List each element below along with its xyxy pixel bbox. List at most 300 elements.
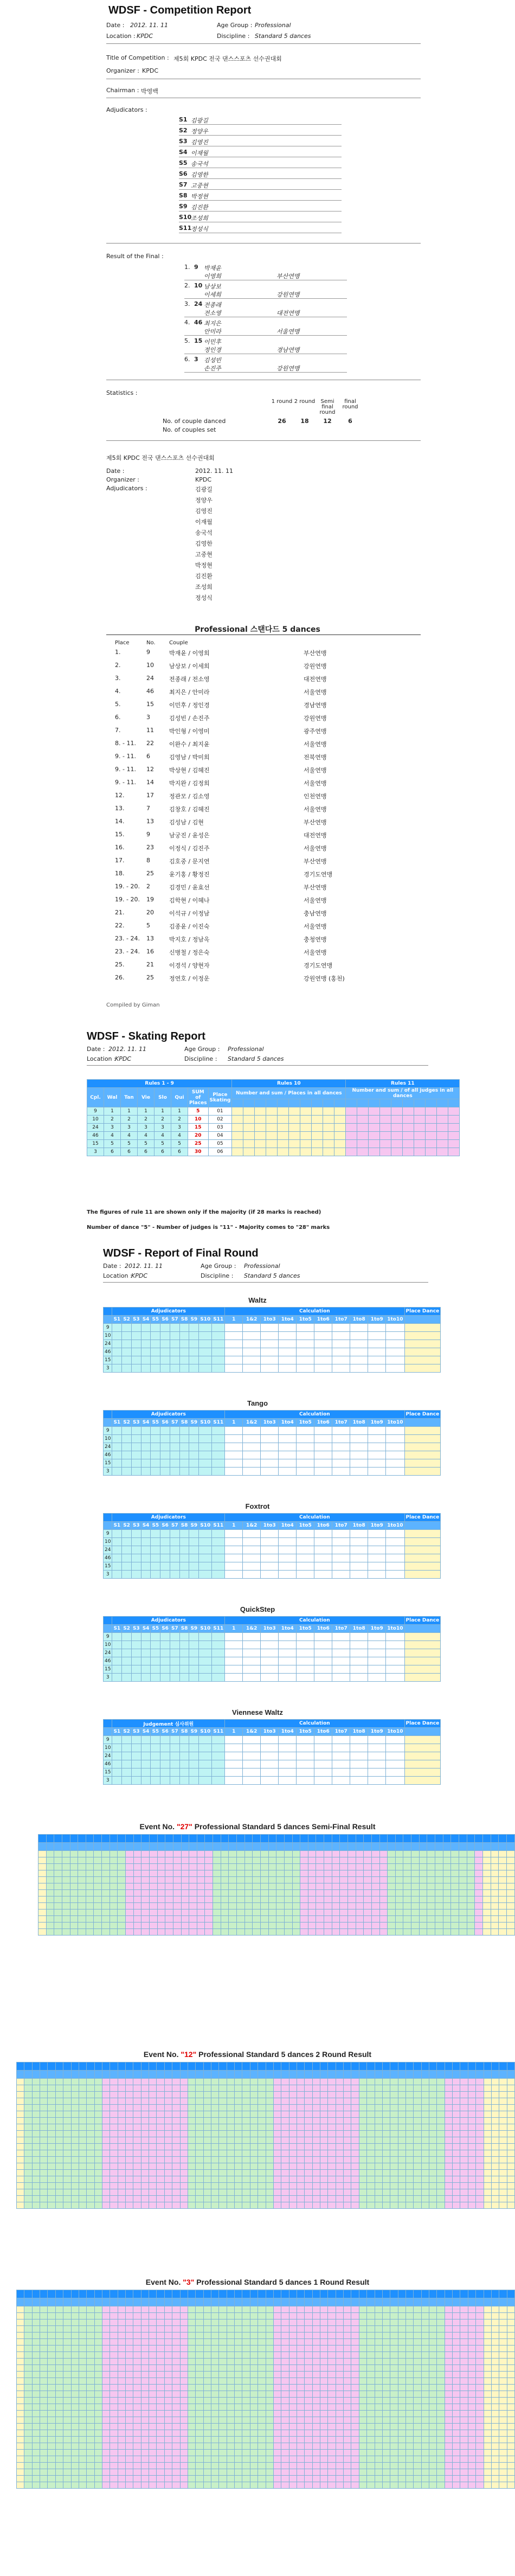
judge-head: S4 [141,1728,151,1736]
skating-place-value: 3 [154,1124,171,1132]
summary-no: 19 [146,896,154,903]
event-cell [398,2359,405,2365]
event-cell [324,1857,332,1864]
event-cell [227,2365,234,2372]
event-cell [359,2176,366,2183]
event-cell [157,2346,164,2352]
event-cell [421,2092,429,2098]
judge-mark [151,1554,160,1562]
summary-no: 21 [146,961,154,968]
result-region: 강원연맹 [276,365,300,372]
event-cell [435,1923,443,1929]
calc-cell [314,1427,332,1435]
event-cell [141,2163,149,2170]
calc-cell [261,1538,279,1546]
event-cell [328,2306,336,2313]
event-cell [476,2391,484,2398]
event-cell [482,1903,491,1909]
event-cell [180,2183,188,2189]
event-cell [332,1864,340,1870]
event-cell [344,2163,351,2170]
judge-mark [112,1736,122,1744]
event-cell [17,2183,24,2189]
event-cell [499,2079,507,2085]
event-cell [203,2085,211,2092]
event-cell [70,1929,78,1936]
event-cell [328,2189,336,2196]
event-cell [196,2150,203,2157]
event-cell [258,2118,266,2124]
event-cell [211,2372,218,2378]
calc-cell [243,1546,261,1554]
event-cell [141,2092,149,2098]
event-cell [110,2326,118,2333]
event-cell [48,2163,55,2170]
event-cell [141,2319,149,2326]
event-cell [126,2411,133,2417]
summary-place: 18. [115,870,125,877]
judge-mark [131,1530,141,1538]
event-cell [250,2359,258,2365]
event-cell [189,1864,197,1870]
event-cell [340,1890,348,1896]
event-cell [445,2417,452,2424]
event-cell [351,2424,359,2430]
event-cell [164,2398,172,2404]
event-cell [87,2131,94,2137]
event-cell [405,2378,413,2385]
summary-no: 6 [146,753,150,760]
event-cell [371,1896,379,1903]
event-cell [273,2137,281,2144]
skating-place: 01 [208,1107,232,1116]
calculation-head: Calculation [225,1617,404,1625]
event-cell [347,1909,356,1916]
event-cell [419,1877,427,1883]
judge-mark [160,1633,170,1641]
place-subhead [404,1522,441,1530]
calc-cell [243,1324,261,1332]
judge-mark [170,1332,179,1340]
event-cell [118,2170,125,2176]
event-cell [250,2150,258,2157]
calc-cell [368,1530,386,1538]
event-cell [157,2157,164,2163]
event-cell [289,2189,297,2196]
event-cell [126,2196,133,2202]
event-cell [281,2319,289,2326]
event-cell [24,2183,32,2189]
adjudicators-head: Adjudicators [112,1308,225,1316]
event-cell [324,1916,332,1923]
event-subhead-cell [110,2071,118,2079]
event-cell [244,1864,253,1870]
event-cell [364,1877,372,1883]
summary-adjudicator: 정양우 [195,497,213,504]
event-cell [453,2372,460,2378]
event-cell [312,2326,320,2333]
event-cell [250,2333,258,2339]
event-cell [482,1864,491,1870]
event-cell [110,2131,118,2137]
event-cell [48,2385,55,2391]
age-group-value: Professional [255,22,291,29]
event-cell [62,1870,70,1877]
event-cell [371,1864,379,1870]
dance-table [103,1513,441,1579]
event-cell [189,1929,197,1936]
judge-mark [212,1546,225,1554]
event-cell [437,2163,445,2170]
event-cell [48,2118,55,2124]
event-cell [79,2183,86,2189]
event-subhead-cell [344,2071,351,2079]
event-cell [336,2183,343,2189]
calc-cell [386,1674,404,1682]
event-cell [205,1909,213,1916]
event-cell [266,2202,273,2209]
event-cell [336,2202,343,2209]
event-cell [305,2098,312,2105]
judge-head: S6 [160,1522,170,1530]
calc-cell [368,1760,386,1768]
event-cell [227,2144,234,2150]
event-cell [133,2176,141,2183]
event-cell [453,2346,460,2352]
event-cell [491,2365,499,2372]
event-cell [367,2150,375,2157]
calc-cell [243,1562,261,1571]
event-cell [328,2365,336,2372]
event-cell [180,2339,188,2346]
event-cell [499,1864,507,1870]
event-cell [87,2105,94,2111]
event-cell [63,2319,71,2326]
event-cell [507,2202,514,2209]
result-label: Result of the Final : [106,253,164,260]
event-cell [507,2391,514,2398]
judge-mark [170,1649,179,1657]
event-cell [196,2189,203,2196]
event-cell [48,2085,55,2092]
calc-cell [314,1435,332,1443]
event-cell [197,1870,205,1877]
event-cell [227,2326,234,2333]
event-cell [453,2176,460,2183]
skating-place-value: 5 [104,1140,121,1148]
event-cell [242,2170,250,2176]
event-head-cell [250,2062,258,2071]
event-cell [86,1857,94,1864]
event-head-cell [126,2062,133,2071]
event-cell [180,2092,188,2098]
event-cell [340,1909,348,1916]
event-cell [110,2398,118,2404]
event-cell [141,2176,149,2183]
calc-cell [386,1435,404,1443]
event-cell [126,2339,133,2346]
event-cell [203,2170,211,2176]
skating-place-value: 1 [104,1107,121,1116]
stats-value: 26 [278,418,286,425]
calc-cell [332,1768,350,1777]
calc-cell [261,1674,279,1682]
event-cell [196,2385,203,2391]
event-cell [388,1877,396,1883]
event-cell [297,2372,304,2378]
judge-mark [131,1538,141,1546]
judge-mark [189,1674,199,1682]
calc-cell [297,1744,314,1752]
event-cell [507,2144,514,2150]
event-cell [476,2339,484,2346]
judge-head: S3 [131,1419,141,1427]
event-cell [421,2098,429,2105]
event-cell [118,2196,125,2202]
event-cell [87,2352,94,2359]
judge-mark [122,1530,132,1538]
event-cell [94,1916,102,1923]
event-cell [94,1903,102,1909]
event-cell [48,2079,55,2085]
event-cell [79,2163,86,2170]
event-cell [379,1851,388,1857]
judge-mark [189,1435,199,1443]
judge-mark [131,1451,141,1459]
event-subhead-cell [164,2298,172,2306]
event-head-cell [205,1835,213,1843]
event-cell [32,2176,40,2183]
rule10-cell [232,1148,243,1156]
event-cell [258,2326,266,2333]
event-cell [78,1877,86,1883]
event-cell [102,2352,110,2359]
event-cell [55,2170,63,2176]
event-cell [71,2417,79,2424]
rule11-cell [391,1132,403,1140]
event-cell [266,2313,273,2319]
event-cell [398,2339,405,2346]
event-cell [110,2124,118,2131]
event-cell [253,1929,261,1936]
event-cell [40,2411,48,2417]
event-cell [437,2183,445,2189]
event-subhead-cell [266,2071,273,2079]
event-cell [507,2079,514,2085]
event-cell [499,2411,507,2417]
event-cell [324,1851,332,1857]
event-cell [367,2378,375,2385]
event-cell [94,2313,102,2319]
event-cell [126,2398,133,2404]
event-cell [359,2365,366,2372]
judge-mark [122,1760,132,1768]
event-cell [71,2313,79,2319]
event-cell [367,2163,375,2170]
event-cell [429,2137,437,2144]
event-cell [328,2202,336,2209]
event-cell [414,2092,421,2098]
event-cell [332,1851,340,1857]
event-cell [86,1916,94,1923]
event-cell [414,2111,421,2118]
rule11-cell [403,1124,414,1132]
event-head-cell [203,2290,211,2298]
calc-cell [332,1340,350,1348]
event-cell [94,2111,102,2118]
event-cell [102,2333,110,2339]
skating-sub-head [278,1099,289,1107]
event-cell [328,2404,336,2411]
event-cell [364,1929,372,1936]
judge-mark [189,1332,199,1340]
event-cell [305,2391,312,2398]
event-cell [297,2404,304,2411]
event-head-cell [445,2290,452,2298]
event-cell [405,2319,413,2326]
event-cell [364,1896,372,1903]
judge-mark [189,1451,199,1459]
event-cell [189,1883,197,1890]
summary-no: 12 [146,766,154,773]
event-cell [445,2144,452,2150]
judge-mark [141,1562,151,1571]
adjudicator-code: S3 [179,138,188,145]
event-cell [180,2424,188,2430]
judge-mark [160,1744,170,1752]
judge-mark [122,1324,132,1332]
event-cell [157,2352,164,2359]
event-cell [242,2196,250,2202]
event-cell [24,2411,32,2417]
summary-couple: 이완수 / 최지윤 [169,741,210,748]
event-cell [196,2196,203,2202]
judge-mark [189,1348,199,1356]
event-subhead-cell [437,2071,445,2079]
event-cell [398,2326,405,2333]
event-cell [324,1929,332,1936]
judge-head: S7 [170,1728,179,1736]
event-cell [141,2098,149,2105]
event-cell [437,2157,445,2163]
event-cell [499,2398,507,2404]
event-cell [188,2189,195,2196]
event-cell [367,2202,375,2209]
event-cell [87,2118,94,2124]
event-cell [118,1896,126,1903]
event-cell [55,2385,63,2391]
event-cell [102,1923,110,1929]
calc-head: 1to4 [279,1316,297,1324]
event-subhead-cell [94,1843,102,1851]
event-cell [266,2092,273,2098]
event-cell [40,2359,48,2365]
event-cell [250,2092,258,2098]
couple-number: 15 [104,1562,112,1571]
judge-mark [212,1665,225,1674]
event-cell [398,2372,405,2378]
event-cell [79,2319,86,2326]
event-cell [281,2111,289,2118]
event-cell [172,2319,180,2326]
judge-head: S8 [179,1728,189,1736]
event-cell [180,2306,188,2313]
event-head-cell [102,1835,110,1843]
calc-cell [279,1364,297,1373]
event-cell [468,2306,475,2313]
calc-cell [297,1768,314,1777]
event-cell [405,2131,413,2137]
event-cell [94,2319,102,2326]
event-cell [164,2346,172,2352]
calc-cell [350,1777,368,1785]
event-head-cell [79,2290,86,2298]
calc-cell [261,1760,279,1768]
event-cell [227,2333,234,2339]
event-cell [468,2339,475,2346]
skating-sub-head [357,1099,369,1107]
judge-mark [189,1641,199,1649]
event-cell [157,1864,165,1870]
judge-mark [199,1641,212,1649]
judge-head: S8 [179,1419,189,1427]
event-cell [55,2417,63,2424]
event-cell [367,2313,375,2319]
event-cell [126,2183,133,2189]
event-cell [78,1903,86,1909]
event-head-cell [196,2062,203,2071]
event-head-cell [180,2290,188,2298]
event-head-cell [468,2062,475,2071]
judge-mark [212,1332,225,1340]
event-cell [484,2417,491,2424]
event-cell [367,2124,375,2131]
skating-sub-head [437,1099,448,1107]
event-cell [273,2163,281,2170]
event-cell [351,2105,359,2111]
calc-cell [314,1752,332,1760]
event-cell [219,2319,227,2326]
judge-head: S9 [189,1316,199,1324]
event-cell [235,2385,242,2391]
number-sum-all-head: Number and sum / of all judges in all dances [346,1088,460,1099]
event-cell [32,2398,40,2404]
sk-discipline-label: Discipline : [184,1055,217,1062]
event-cell [359,2170,366,2176]
event-cell [62,1896,70,1903]
event-cell [476,2424,484,2430]
event-cell [48,2131,55,2137]
event-cell [445,2359,452,2365]
event-cell [118,2137,125,2144]
event-cell [235,2359,242,2365]
event-cell [133,2079,141,2085]
event-cell [71,2339,79,2346]
event-cell [79,2411,86,2417]
calc-cell [243,1538,261,1546]
event-head-cell [375,2062,382,2071]
event-cell [213,1896,221,1903]
event-subhead-cell [258,2071,266,2079]
event-cell [227,2346,234,2352]
event-cell [172,2424,180,2430]
calc-cell [261,1554,279,1562]
event-cell [63,2333,71,2339]
event-cell [491,2417,499,2424]
event-cell [468,2124,475,2131]
event-cell [258,2404,266,2411]
event-cell [405,2150,413,2157]
